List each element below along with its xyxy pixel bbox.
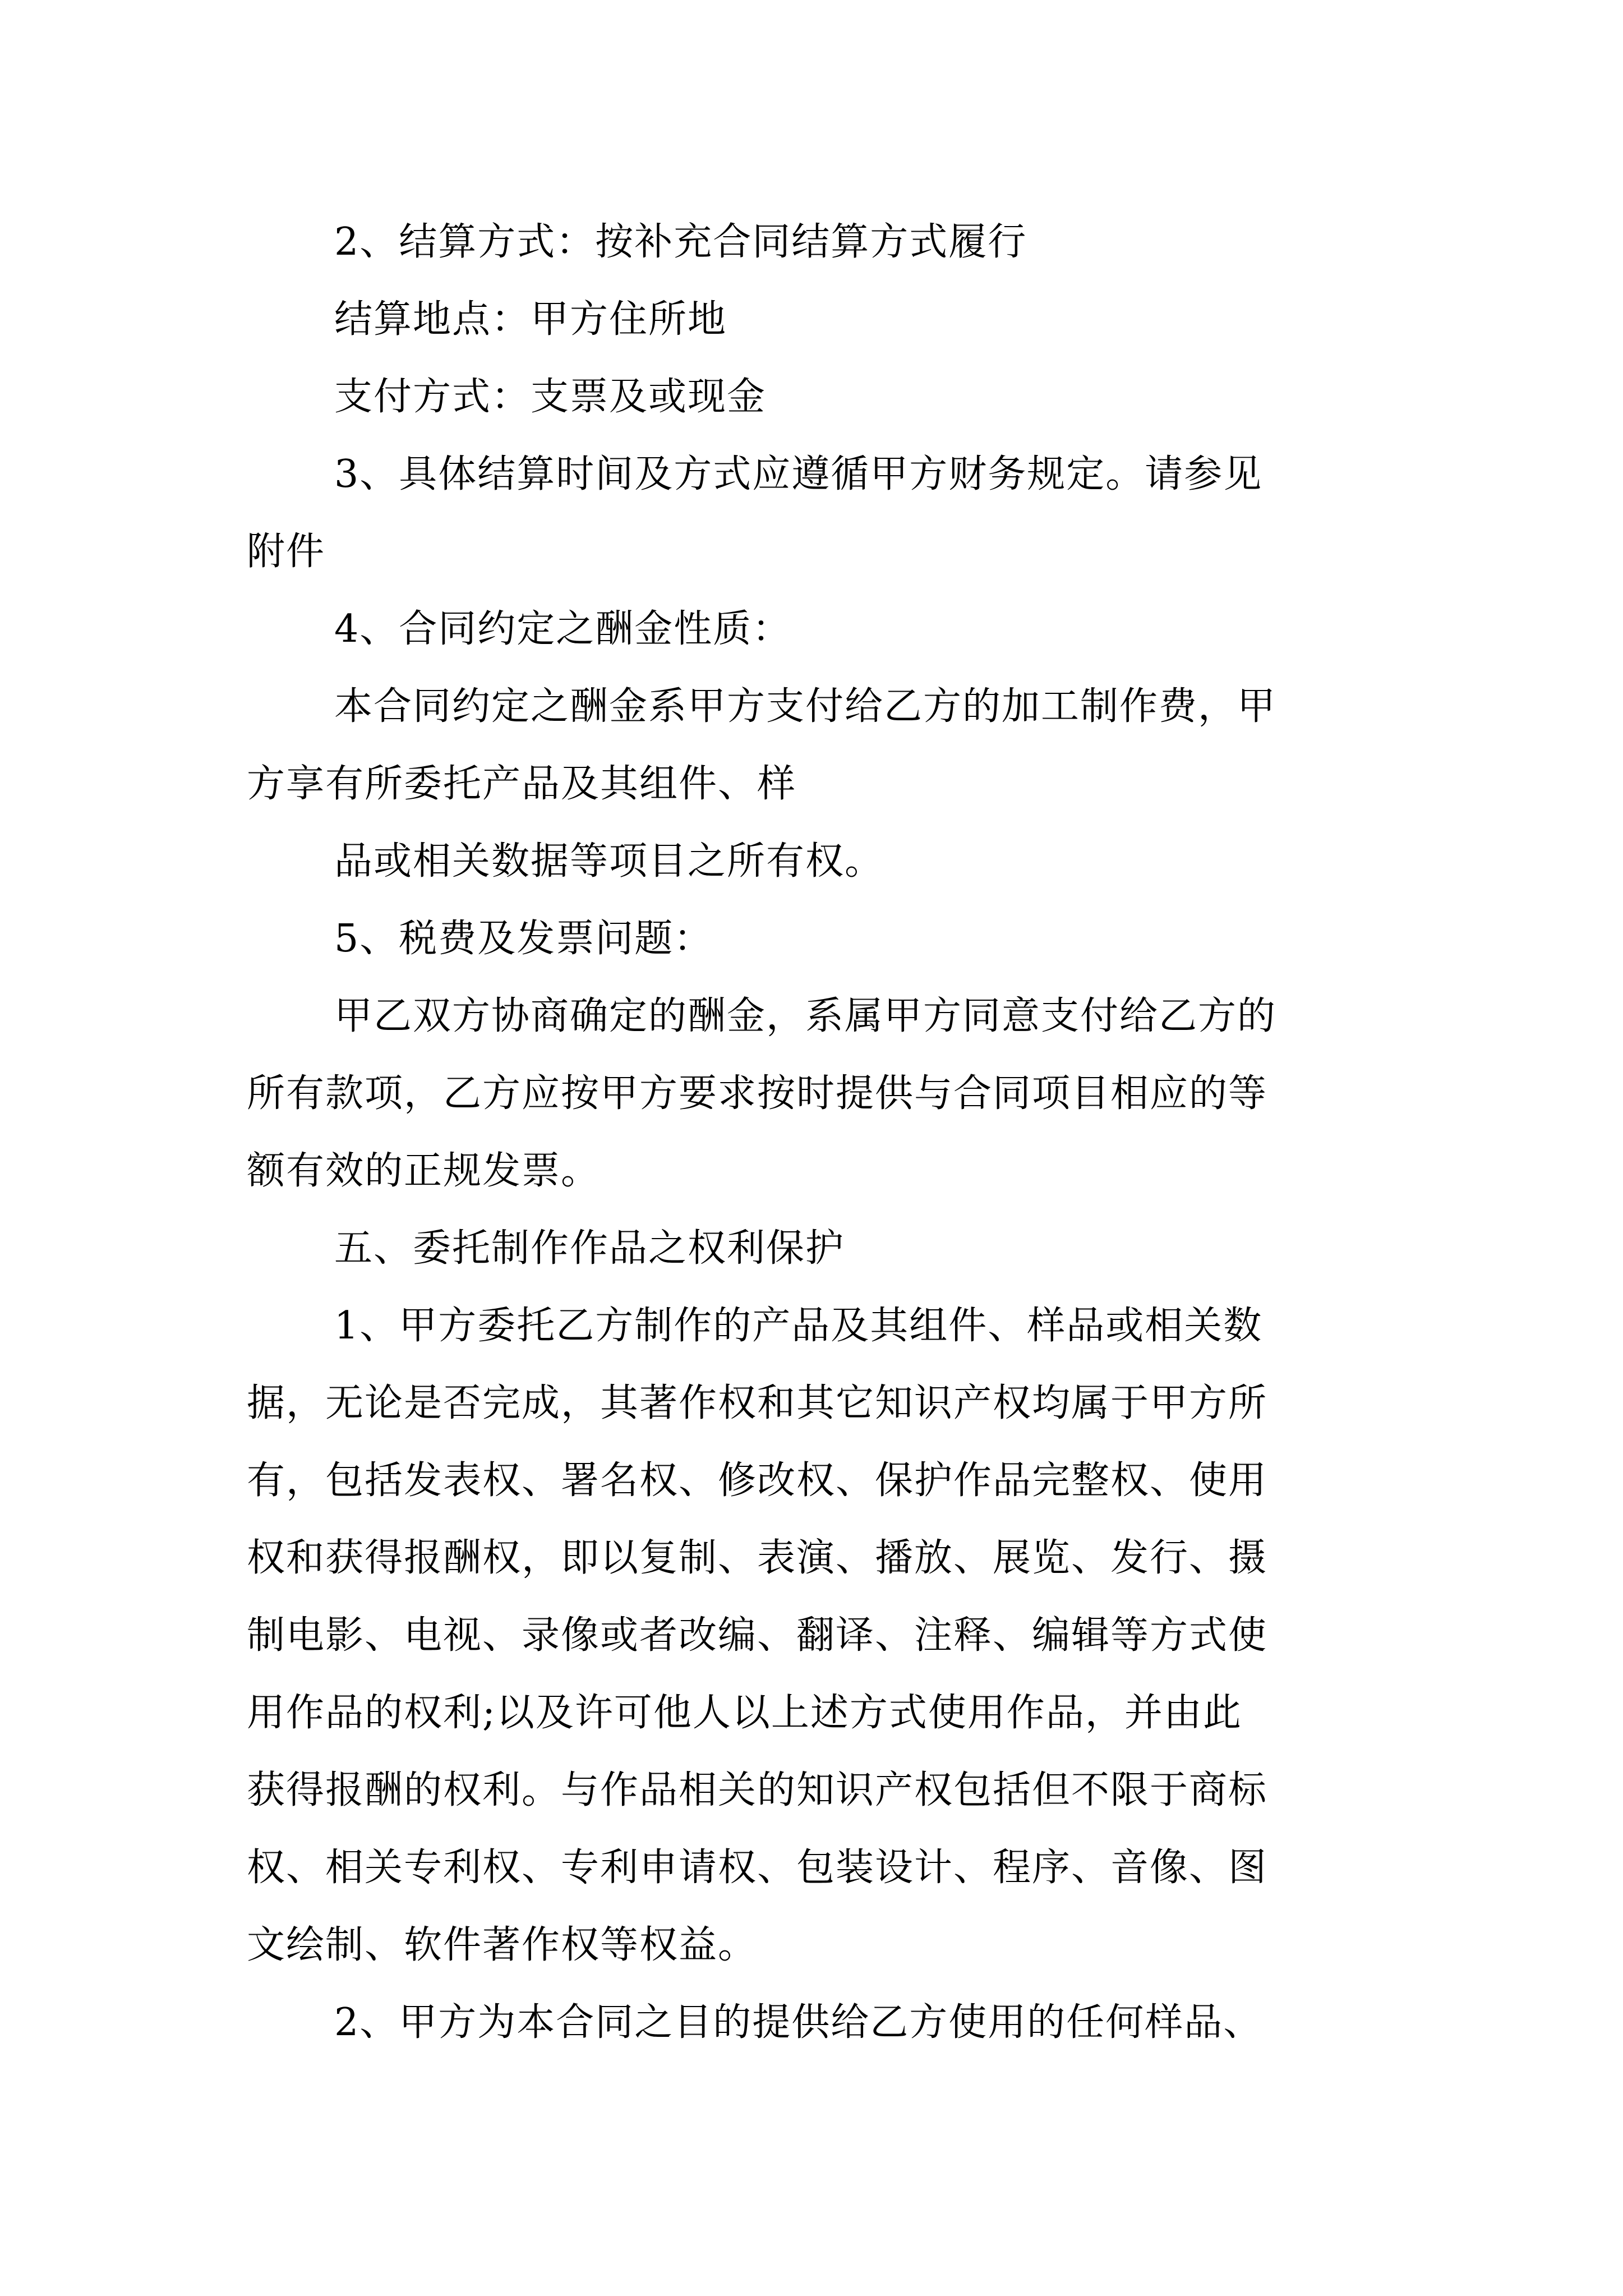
text-line: 品或相关数据等项目之所有权。 (334, 839, 884, 884)
section-heading: 五、委托制作作品之权利保护 (334, 1226, 845, 1271)
text-line: 用作品的权利;以及许可他人以上述方式使用作品，并由此 (247, 1691, 1242, 1735)
text-line: 3、具体结算时间及方式应遵循甲方财务规定。请参见 (334, 452, 1263, 496)
text-line: 甲乙双方协商确定的酬金，系属甲方同意支付给乙方的 (334, 994, 1277, 1038)
text-line: 所有款项，乙方应按甲方要求按时提供与合同项目相应的等 (247, 1071, 1268, 1116)
text-line: 5、税费及发票问题： (334, 917, 713, 961)
text-line: 2、结算方式：按补充合同结算方式履行 (334, 220, 1027, 264)
text-line: 权、相关专利权、专利申请权、包装设计、程序、音像、图 (247, 1846, 1268, 1890)
text-line: 额有效的正规发票。 (247, 1149, 601, 1193)
text-line: 支付方式：支票及或现金 (334, 375, 767, 419)
text-line: 2、甲方为本合同之目的提供给乙方使用的任何样品、 (334, 2000, 1263, 2045)
text-line: 4、合同约定之酬金性质： (334, 607, 792, 651)
text-line: 权和获得报酬权，即以复制、表演、播放、展览、发行、摄 (247, 1536, 1268, 1580)
text-line: 有，包括发表权、署名权、修改权、保护作品完整权、使用 (247, 1458, 1268, 1503)
text-line: 制电影、电视、录像或者改编、翻译、注释、编辑等方式使 (247, 1613, 1268, 1658)
text-line: 方享有所委托产品及其组件、样 (247, 762, 797, 806)
text-line: 据，无论是否完成，其著作权和其它知识产权均属于甲方所 (247, 1381, 1268, 1425)
text-line: 文绘制、软件著作权等权益。 (247, 1923, 758, 1967)
text-line: 本合同约定之酬金系甲方支付给乙方的加工制作费，甲 (334, 684, 1277, 729)
text-line: 附件 (247, 530, 326, 574)
text-line: 1、甲方委托乙方制作的产品及其组件、样品或相关数 (334, 1304, 1263, 1348)
text-line: 结算地点：甲方住所地 (334, 297, 727, 342)
text-line: 获得报酬的权利。与作品相关的知识产权包括但不限于商标 (247, 1768, 1268, 1812)
